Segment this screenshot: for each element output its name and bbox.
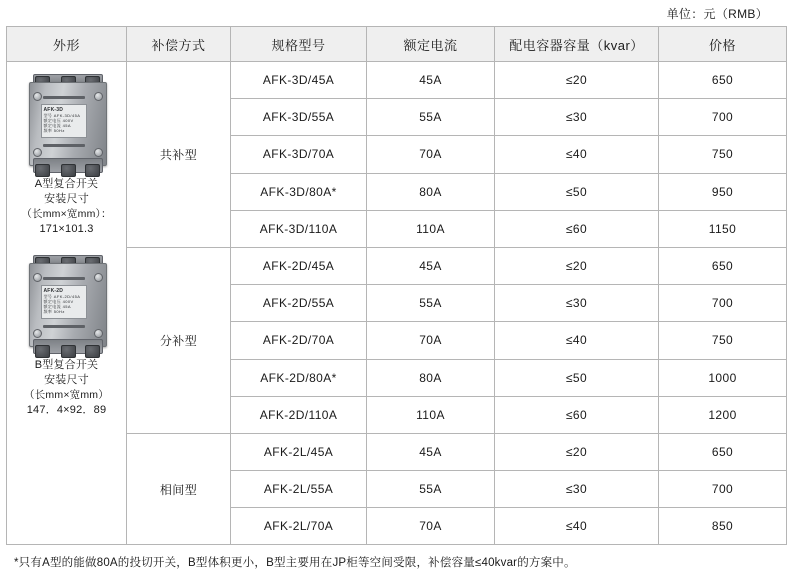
- product-a-block: [21, 70, 113, 237]
- product-b-dim-title: 安装尺寸: [44, 374, 89, 386]
- device-nameplate-line-b3: 额定电流 45A: [43, 304, 71, 309]
- device-screw-b2: [94, 273, 103, 282]
- device-nameplate-line-b4: 频率 50Hz: [43, 309, 65, 314]
- product-a-dim-title: 安装尺寸: [44, 193, 89, 205]
- device-nameplate-line-b1: 型号 AFK-2D/45A: [43, 294, 81, 299]
- current-cell: 110A: [367, 396, 495, 433]
- price-cell: 850: [659, 508, 787, 545]
- capacity-cell: ≤20: [495, 433, 659, 470]
- device-terminal-a5: [61, 164, 76, 177]
- model-cell: AFK-3D/70A: [231, 136, 367, 173]
- price-cell: 700: [659, 99, 787, 136]
- device-screw-a4: [94, 148, 103, 157]
- table-header-row: [7, 27, 787, 62]
- model-cell: AFK-2L/70A: [231, 508, 367, 545]
- device-terminal-a4: [35, 164, 50, 177]
- price-cell: 750: [659, 136, 787, 173]
- device-screw-a3: [33, 148, 42, 157]
- current-cell: 45A: [367, 247, 495, 284]
- product-b-caption: [24, 358, 109, 418]
- model-cell: AFK-3D/80A*: [231, 173, 367, 210]
- device-screw-a2: [94, 92, 103, 101]
- price-cell: 750: [659, 322, 787, 359]
- mode-cell-gongbu: 共补型: [127, 62, 231, 248]
- device-nameplate-line-a3: 额定电流 45A: [43, 123, 71, 128]
- col-header-capacity: 配电容器容量（kvar）: [495, 27, 659, 62]
- col-header-model: 规格型号: [231, 27, 367, 62]
- current-cell: 55A: [367, 99, 495, 136]
- capacity-cell: ≤40: [495, 136, 659, 173]
- device-nameplate-brand-b: AFK-2D: [43, 288, 64, 294]
- device-nameplate-line-b2: 额定电压 400V: [43, 299, 74, 304]
- price-cell: 650: [659, 62, 787, 99]
- col-header-shape: 外形: [7, 27, 127, 62]
- model-cell: AFK-2D/80A*: [231, 359, 367, 396]
- device-screw-b3: [33, 329, 42, 338]
- product-a-name: A型复合开关: [34, 178, 99, 190]
- product-a-dim-value: 171×101.3: [39, 223, 94, 235]
- model-cell: AFK-2D/45A: [231, 247, 367, 284]
- product-b-dim-value: 147．4×92．89: [26, 404, 107, 416]
- current-cell: 55A: [367, 285, 495, 322]
- shape-cell: [7, 62, 127, 545]
- price-table: [6, 26, 787, 545]
- price-cell: 700: [659, 285, 787, 322]
- capacity-cell: ≤60: [495, 210, 659, 247]
- product-b-name: B型复合开关: [34, 359, 99, 371]
- price-cell: 650: [659, 247, 787, 284]
- capacity-cell: ≤40: [495, 508, 659, 545]
- device-vent-a1: [43, 96, 85, 99]
- footnote: *只有A型的能做80A的投切开关，B型体积更小，B型主要用在JP柜等空间受限，补偿容量≤40kvar的方案中。: [14, 557, 576, 570]
- current-cell: 70A: [367, 136, 495, 173]
- device-nameplate-brand-a: AFK-3D: [43, 107, 64, 113]
- col-header-price: 价格: [659, 27, 787, 62]
- price-cell: 950: [659, 173, 787, 210]
- capacity-cell: ≤30: [495, 99, 659, 136]
- model-cell: AFK-3D/45A: [231, 62, 367, 99]
- model-cell: AFK-3D/55A: [231, 99, 367, 136]
- price-cell: 1150: [659, 210, 787, 247]
- model-cell: AFK-3D/110A: [231, 210, 367, 247]
- capacity-cell: ≤30: [495, 285, 659, 322]
- product-a-dim-label: （长mm×宽mm）：: [21, 208, 112, 220]
- device-terminal-b5: [61, 345, 76, 358]
- device-screw-b4: [94, 329, 103, 338]
- current-cell: 45A: [367, 62, 495, 99]
- capacity-cell: ≤50: [495, 173, 659, 210]
- device-image-a: [21, 70, 113, 174]
- current-cell: 55A: [367, 471, 495, 508]
- device-nameplate-line-a4: 频率 50Hz: [43, 128, 65, 133]
- price-cell: 1000: [659, 359, 787, 396]
- device-nameplate-a: [41, 104, 87, 138]
- capacity-cell: ≤50: [495, 359, 659, 396]
- current-cell: 70A: [367, 322, 495, 359]
- current-cell: 70A: [367, 508, 495, 545]
- mode-cell-xiangjian: 相间型: [127, 433, 231, 545]
- device-terminal-b4: [35, 345, 50, 358]
- device-terminal-a6: [85, 164, 100, 177]
- device-vent-b2: [43, 325, 85, 328]
- current-cell: 45A: [367, 433, 495, 470]
- capacity-cell: ≤40: [495, 322, 659, 359]
- price-cell: 700: [659, 471, 787, 508]
- product-b-block: [21, 251, 113, 418]
- unit-note: 单位：元（RMB）: [666, 7, 768, 21]
- current-cell: 80A: [367, 173, 495, 210]
- capacity-cell: ≤60: [495, 396, 659, 433]
- capacity-cell: ≤30: [495, 471, 659, 508]
- col-header-mode: 补偿方式: [127, 27, 231, 62]
- model-cell: AFK-2D/110A: [231, 396, 367, 433]
- capacity-cell: ≤20: [495, 247, 659, 284]
- current-cell: 80A: [367, 359, 495, 396]
- device-vent-a2: [43, 144, 85, 147]
- device-nameplate-line-a2: 额定电压 400V: [43, 118, 74, 123]
- price-cell: 1200: [659, 396, 787, 433]
- device-vent-b1: [43, 277, 85, 280]
- price-cell: 650: [659, 433, 787, 470]
- model-cell: AFK-2L/55A: [231, 471, 367, 508]
- table-row: [7, 62, 787, 99]
- device-nameplate-b: [41, 285, 87, 319]
- device-screw-b1: [33, 273, 42, 282]
- product-a-caption: [21, 177, 111, 237]
- device-terminal-b6: [85, 345, 100, 358]
- device-nameplate-line-a1: 型号 AFK-3D/45A: [43, 113, 81, 118]
- device-image-b: [21, 251, 113, 355]
- model-cell: AFK-2D/55A: [231, 285, 367, 322]
- device-screw-a1: [33, 92, 42, 101]
- product-b-dim-label: （长mm×宽mm）: [24, 389, 109, 401]
- mode-cell-fenbu: 分补型: [127, 247, 231, 433]
- model-cell: AFK-2D/70A: [231, 322, 367, 359]
- col-header-current: 额定电流: [367, 27, 495, 62]
- capacity-cell: ≤20: [495, 62, 659, 99]
- model-cell: AFK-2L/45A: [231, 433, 367, 470]
- current-cell: 110A: [367, 210, 495, 247]
